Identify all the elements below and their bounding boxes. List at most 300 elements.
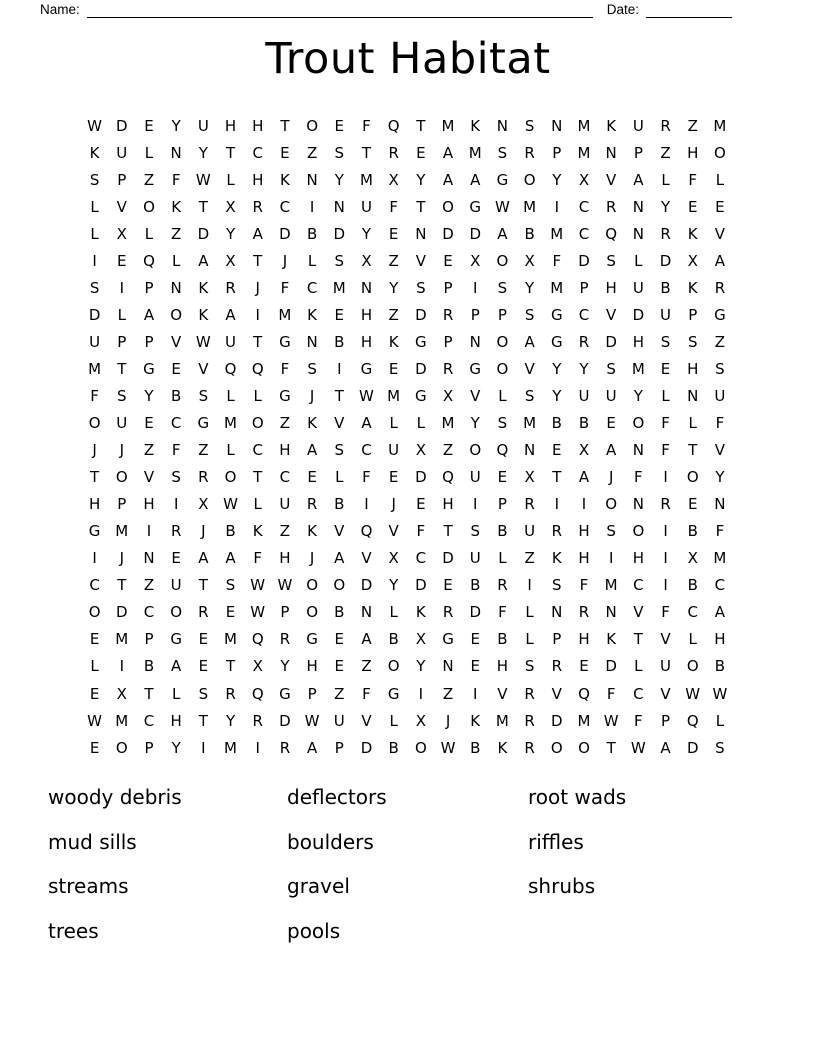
grid-letter: B bbox=[225, 522, 236, 541]
grid-letter: U bbox=[333, 711, 345, 730]
grid-letter: D bbox=[360, 738, 373, 757]
grid-letter: F bbox=[579, 576, 589, 595]
grid-letter: J bbox=[119, 549, 124, 568]
grid-letter: D bbox=[197, 224, 210, 243]
grid-letter: V bbox=[606, 170, 617, 189]
grid-letter: O bbox=[170, 305, 183, 324]
grid-letter: K bbox=[551, 549, 562, 568]
grid-letter: G bbox=[469, 197, 482, 216]
grid-letter: A bbox=[524, 332, 535, 351]
grid-letter: A bbox=[171, 657, 182, 676]
grid-letter: V bbox=[551, 684, 562, 703]
grid-letter: H bbox=[224, 116, 237, 135]
grid-letter: F bbox=[688, 170, 698, 189]
grid-letter: W bbox=[277, 576, 293, 595]
grid-letter: F bbox=[171, 441, 181, 460]
grid-letter: F bbox=[715, 522, 725, 541]
grid-letter: L bbox=[389, 603, 398, 622]
grid-letter: F bbox=[171, 170, 181, 189]
grid-letter: D bbox=[116, 603, 128, 622]
grid-letter: E bbox=[171, 359, 181, 378]
grid-letter: U bbox=[116, 414, 128, 433]
grid-letter: L bbox=[307, 251, 317, 270]
grid-letter: P bbox=[280, 603, 290, 622]
grid-letter: F bbox=[389, 197, 398, 216]
grid-letter: N bbox=[415, 224, 427, 243]
grid-letter: V bbox=[633, 603, 644, 622]
grid-letter: V bbox=[171, 332, 182, 351]
grid-letter: B bbox=[171, 386, 182, 405]
grid-letter: R bbox=[442, 603, 454, 622]
grid-letter: R bbox=[524, 495, 535, 514]
grid-letter: U bbox=[632, 116, 644, 135]
grid-letter: S bbox=[524, 386, 535, 405]
grid-letter: U bbox=[578, 386, 590, 405]
grid-letter: S bbox=[687, 332, 698, 351]
grid-letter: N bbox=[551, 116, 563, 135]
grid-letter: H bbox=[252, 170, 264, 189]
grid-letter: R bbox=[388, 143, 399, 162]
grid-letter: K bbox=[687, 224, 698, 243]
grid-letter: R bbox=[660, 116, 671, 135]
grid-letter: A bbox=[143, 305, 155, 324]
grid-letter: I bbox=[92, 251, 97, 270]
grid-letter: D bbox=[469, 224, 481, 243]
grid-letter: I bbox=[255, 738, 260, 757]
grid-letter: U bbox=[469, 549, 481, 568]
grid-letter: X bbox=[225, 197, 236, 216]
grid-letter: X bbox=[578, 441, 590, 460]
grid-letter: L bbox=[90, 197, 99, 216]
grid-letter: V bbox=[116, 197, 127, 216]
grid-letter: L bbox=[634, 251, 643, 270]
grid-letter: K bbox=[470, 116, 481, 135]
grid-letter: P bbox=[633, 143, 643, 162]
grid-letter: C bbox=[143, 711, 155, 730]
grid-letter: Z bbox=[279, 522, 291, 541]
grid-letter: S bbox=[171, 468, 181, 487]
grid-letter: B bbox=[714, 657, 726, 676]
grid-letter: X bbox=[388, 549, 399, 568]
grid-letter: I bbox=[663, 549, 668, 568]
grid-letter: Y bbox=[334, 170, 344, 189]
grid-letter: M bbox=[278, 305, 292, 324]
grid-letter: M bbox=[577, 711, 591, 730]
grid-letter: Z bbox=[388, 251, 399, 270]
grid-letter: O bbox=[115, 468, 128, 487]
grid-letter: Q bbox=[387, 116, 400, 135]
grid-letter: L bbox=[525, 630, 534, 649]
grid-letter: O bbox=[170, 603, 183, 622]
grid-letter: L bbox=[335, 468, 344, 487]
grid-letter: X bbox=[415, 711, 426, 730]
grid-letter: Y bbox=[144, 386, 154, 405]
grid-letter: O bbox=[496, 251, 509, 270]
grid-letter: F bbox=[416, 522, 426, 541]
grid-letter: M bbox=[88, 359, 102, 378]
name-blank-line bbox=[87, 3, 593, 18]
grid-letter: C bbox=[578, 305, 590, 324]
grid-letter: D bbox=[360, 576, 373, 595]
grid-letter: K bbox=[307, 414, 318, 433]
grid-letter: T bbox=[552, 468, 562, 487]
grid-letter: A bbox=[198, 251, 209, 270]
grid-letter: W bbox=[250, 603, 266, 622]
grid-letter: O bbox=[143, 197, 155, 216]
grid-letter: G bbox=[387, 684, 400, 703]
grid-letter: S bbox=[416, 278, 426, 297]
grid-letter: V bbox=[198, 359, 209, 378]
grid-letter: K bbox=[388, 332, 399, 351]
grid-letter: Y bbox=[225, 711, 236, 730]
grid-letter: K bbox=[198, 278, 209, 297]
grid-letter: U bbox=[605, 386, 617, 405]
grid-letter: K bbox=[470, 711, 481, 730]
grid-letter: P bbox=[117, 495, 127, 514]
grid-letter: B bbox=[551, 414, 562, 433]
grid-letter: I bbox=[337, 359, 342, 378]
grid-letter: H bbox=[279, 441, 291, 460]
grid-letter: R bbox=[170, 522, 182, 541]
grid-letter: C bbox=[415, 549, 427, 568]
grid-letter: Q bbox=[143, 251, 155, 270]
grid-letter: G bbox=[415, 332, 427, 351]
grid-letter: A bbox=[252, 224, 263, 243]
grid-letter: N bbox=[605, 603, 617, 622]
grid-letter: N bbox=[333, 197, 345, 216]
grid-letter: U bbox=[279, 495, 291, 514]
grid-letter: G bbox=[360, 359, 373, 378]
grid-letter: A bbox=[198, 549, 209, 568]
grid-letter: C bbox=[578, 224, 590, 243]
grid-letter: K bbox=[279, 170, 290, 189]
name-label: Name: bbox=[40, 2, 80, 17]
grid-letter: L bbox=[226, 170, 235, 189]
grid-letter: T bbox=[90, 468, 100, 487]
grid-letter: R bbox=[497, 576, 508, 595]
grid-letter: R bbox=[551, 657, 562, 676]
grid-letter: K bbox=[687, 278, 698, 297]
grid-letter: U bbox=[524, 522, 536, 541]
grid-letter: M bbox=[631, 359, 645, 378]
grid-letter: O bbox=[442, 197, 454, 216]
grid-letter: D bbox=[279, 711, 291, 730]
grid-letter: H bbox=[360, 332, 373, 351]
grid-letter: H bbox=[687, 143, 699, 162]
grid-letter: P bbox=[443, 278, 453, 297]
grid-letter: O bbox=[496, 332, 509, 351]
grid-letter: Z bbox=[306, 143, 318, 162]
grid-letter: S bbox=[334, 143, 345, 162]
grid-letter: X bbox=[687, 549, 698, 568]
grid-letter: N bbox=[632, 495, 644, 514]
grid-letter: Y bbox=[552, 386, 562, 405]
grid-letter: N bbox=[170, 278, 182, 297]
grid-letter: O bbox=[578, 738, 590, 757]
grid-letter: M bbox=[577, 143, 591, 162]
grid-letter: I bbox=[473, 684, 478, 703]
grid-letter: J bbox=[445, 711, 451, 730]
grid-letter: Z bbox=[279, 414, 291, 433]
grid-letter: L bbox=[715, 711, 725, 730]
grid-letter: H bbox=[578, 549, 590, 568]
grid-letter: E bbox=[715, 197, 725, 216]
grid-letter: S bbox=[307, 359, 317, 378]
grid-letter: L bbox=[253, 495, 262, 514]
grid-letter: Y bbox=[416, 657, 426, 676]
grid-letter: A bbox=[714, 603, 726, 622]
grid-letter: N bbox=[687, 386, 699, 405]
grid-letter: O bbox=[251, 414, 264, 433]
grid-letter: B bbox=[388, 630, 399, 649]
grid-letter: X bbox=[524, 251, 535, 270]
grid-letter: I bbox=[255, 305, 260, 324]
grid-letter: E bbox=[334, 305, 345, 324]
word-search-grid bbox=[81, 112, 734, 761]
grid-letter: T bbox=[688, 441, 698, 460]
grid-letter: T bbox=[198, 576, 208, 595]
grid-letter: S bbox=[117, 386, 127, 405]
grid-letter: R bbox=[252, 711, 263, 730]
grid-letter: V bbox=[361, 549, 372, 568]
grid-letter: Y bbox=[552, 170, 562, 189]
grid-letter: M bbox=[495, 711, 509, 730]
grid-letter: E bbox=[443, 576, 453, 595]
grid-letter: N bbox=[551, 603, 563, 622]
grid-letter: I bbox=[663, 576, 668, 595]
grid-letter: E bbox=[497, 468, 508, 487]
grid-letter: C bbox=[252, 441, 263, 460]
grid-letter: P bbox=[688, 305, 698, 324]
grid-letter: X bbox=[442, 386, 454, 405]
grid-letter: U bbox=[660, 657, 672, 676]
grid-letter: V bbox=[714, 224, 726, 243]
grid-letter: O bbox=[523, 170, 536, 189]
grid-letter: U bbox=[225, 332, 237, 351]
grid-letter: L bbox=[171, 684, 181, 703]
grid-letter: X bbox=[225, 251, 236, 270]
grid-letter: P bbox=[443, 332, 453, 351]
grid-letter: G bbox=[88, 522, 101, 541]
grid-letter: V bbox=[388, 522, 399, 541]
grid-letter: D bbox=[686, 738, 699, 757]
grid-letter: H bbox=[306, 657, 318, 676]
grid-letter: Y bbox=[579, 359, 589, 378]
grid-letter: O bbox=[224, 468, 237, 487]
grid-letter: L bbox=[226, 386, 235, 405]
grid-letter: R bbox=[524, 143, 535, 162]
grid-letter: A bbox=[334, 549, 345, 568]
grid-letter: S bbox=[497, 143, 508, 162]
grid-letter: V bbox=[143, 468, 155, 487]
grid-letter: Z bbox=[143, 441, 155, 460]
word-item: boulders bbox=[287, 829, 374, 854]
grid-letter: O bbox=[306, 576, 318, 595]
grid-letter: M bbox=[550, 278, 564, 297]
grid-letter: D bbox=[442, 224, 454, 243]
grid-letter: A bbox=[361, 414, 372, 433]
grid-letter: S bbox=[715, 359, 725, 378]
grid-letter: Y bbox=[171, 116, 181, 135]
grid-letter: G bbox=[550, 305, 563, 324]
grid-letter: S bbox=[497, 414, 508, 433]
grid-letter: W bbox=[250, 576, 266, 595]
grid-letter: T bbox=[361, 143, 372, 162]
word-item: woody debris bbox=[48, 785, 182, 809]
grid-letter: R bbox=[442, 305, 454, 324]
grid-letter: C bbox=[714, 576, 726, 595]
grid-letter: U bbox=[197, 116, 209, 135]
grid-letter: W bbox=[359, 386, 374, 405]
grid-letter: V bbox=[361, 711, 372, 730]
grid-letter: Z bbox=[687, 116, 698, 135]
grid-letter: P bbox=[117, 332, 127, 351]
grid-letter: L bbox=[144, 224, 154, 243]
grid-letter: E bbox=[334, 116, 345, 135]
grid-letter: E bbox=[579, 657, 589, 676]
grid-letter: O bbox=[387, 657, 400, 676]
grid-letter: I bbox=[663, 468, 668, 487]
grid-letter: R bbox=[578, 332, 590, 351]
grid-letter: R bbox=[524, 711, 535, 730]
grid-letter: M bbox=[523, 414, 537, 433]
grid-letter: D bbox=[88, 305, 101, 324]
grid-letter: N bbox=[469, 332, 481, 351]
grid-letter: O bbox=[88, 603, 101, 622]
grid-letter: L bbox=[90, 224, 99, 243]
grid-letter: B bbox=[470, 576, 481, 595]
grid-letter: C bbox=[306, 278, 318, 297]
grid-letter: E bbox=[89, 630, 100, 649]
grid-letter: X bbox=[415, 441, 426, 460]
grid-letter: P bbox=[497, 305, 507, 324]
grid-letter: E bbox=[117, 251, 127, 270]
grid-letter: K bbox=[307, 522, 318, 541]
grid-letter: E bbox=[388, 224, 399, 243]
grid-letter: H bbox=[143, 495, 155, 514]
grid-letter: R bbox=[605, 197, 617, 216]
grid-letter: D bbox=[279, 224, 291, 243]
grid-letter: F bbox=[253, 549, 263, 568]
grid-letter: A bbox=[442, 143, 454, 162]
word-item: pools bbox=[287, 918, 341, 943]
grid-letter: G bbox=[496, 170, 509, 189]
grid-letter: M bbox=[115, 711, 129, 730]
grid-letter: K bbox=[198, 305, 209, 324]
grid-letter: T bbox=[606, 738, 616, 757]
grid-letter: G bbox=[550, 332, 563, 351]
grid-letter: R bbox=[442, 359, 454, 378]
grid-letter: X bbox=[470, 251, 481, 270]
grid-letter: M bbox=[441, 116, 455, 135]
grid-letter: H bbox=[632, 332, 644, 351]
grid-letter: B bbox=[687, 576, 698, 595]
grid-letter: H bbox=[605, 278, 617, 297]
grid-letter: L bbox=[688, 414, 697, 433]
grid-letter: P bbox=[334, 738, 344, 757]
grid-letter: F bbox=[661, 414, 670, 433]
grid-letter: E bbox=[388, 468, 399, 487]
grid-letter: M bbox=[604, 576, 618, 595]
grid-letter: A bbox=[714, 251, 726, 270]
grid-letter: O bbox=[333, 576, 346, 595]
grid-letter: F bbox=[634, 468, 643, 487]
grid-letter: H bbox=[442, 495, 454, 514]
grid-letter: I bbox=[119, 657, 124, 676]
grid-letter: H bbox=[578, 522, 590, 541]
grid-letter: Z bbox=[334, 684, 345, 703]
grid-letter: T bbox=[253, 468, 263, 487]
grid-letter: Y bbox=[225, 224, 236, 243]
grid-letter: L bbox=[117, 305, 126, 324]
grid-letter: V bbox=[660, 630, 671, 649]
grid-letter: A bbox=[225, 305, 236, 324]
grid-letter: T bbox=[443, 522, 453, 541]
grid-letter: U bbox=[714, 386, 726, 405]
grid-letter: M bbox=[359, 170, 373, 189]
grid-letter: D bbox=[659, 251, 672, 270]
grid-letter: W bbox=[195, 170, 211, 189]
grid-letter: F bbox=[362, 468, 371, 487]
grid-letter: J bbox=[309, 386, 315, 405]
grid-letter: L bbox=[144, 143, 154, 162]
grid-letter: S bbox=[552, 576, 562, 595]
grid-letter: K bbox=[89, 143, 100, 162]
word-list-column-2 bbox=[287, 775, 387, 953]
grid-letter: N bbox=[360, 603, 373, 622]
grid-letter: J bbox=[309, 549, 315, 568]
grid-letter: S bbox=[524, 116, 535, 135]
grid-letter: N bbox=[442, 657, 454, 676]
grid-letter: O bbox=[469, 441, 482, 460]
grid-letter: T bbox=[633, 630, 643, 649]
grid-letter: B bbox=[687, 522, 698, 541]
grid-letter: P bbox=[144, 332, 154, 351]
grid-letter: N bbox=[170, 143, 182, 162]
grid-letter: I bbox=[473, 278, 478, 297]
header-row bbox=[40, 2, 760, 18]
grid-letter: S bbox=[606, 522, 616, 541]
grid-letter: H bbox=[252, 116, 264, 135]
grid-letter: N bbox=[632, 197, 644, 216]
grid-letter: B bbox=[497, 630, 508, 649]
grid-letter: X bbox=[116, 684, 127, 703]
grid-letter: M bbox=[577, 116, 591, 135]
grid-letter: V bbox=[606, 305, 617, 324]
grid-letter: O bbox=[632, 522, 645, 541]
grid-letter: O bbox=[686, 468, 699, 487]
grid-letter: V bbox=[334, 522, 345, 541]
grid-letter: M bbox=[224, 414, 237, 433]
grid-letter: O bbox=[496, 359, 509, 378]
grid-letter: Z bbox=[171, 224, 182, 243]
grid-letter: L bbox=[226, 441, 235, 460]
word-item: mud sills bbox=[48, 829, 137, 854]
grid-letter: L bbox=[389, 414, 398, 433]
grid-letter: T bbox=[117, 359, 127, 378]
grid-letter: G bbox=[415, 386, 427, 405]
grid-letter: L bbox=[661, 170, 670, 189]
grid-letter: A bbox=[497, 224, 508, 243]
grid-letter: B bbox=[388, 738, 399, 757]
grid-letter: R bbox=[279, 738, 291, 757]
grid-letter: P bbox=[661, 711, 671, 730]
grid-letter: I bbox=[309, 197, 315, 216]
grid-letter: H bbox=[496, 657, 509, 676]
grid-letter: Y bbox=[715, 468, 725, 487]
grid-letter: X bbox=[415, 630, 426, 649]
grid-letter: R bbox=[578, 603, 590, 622]
